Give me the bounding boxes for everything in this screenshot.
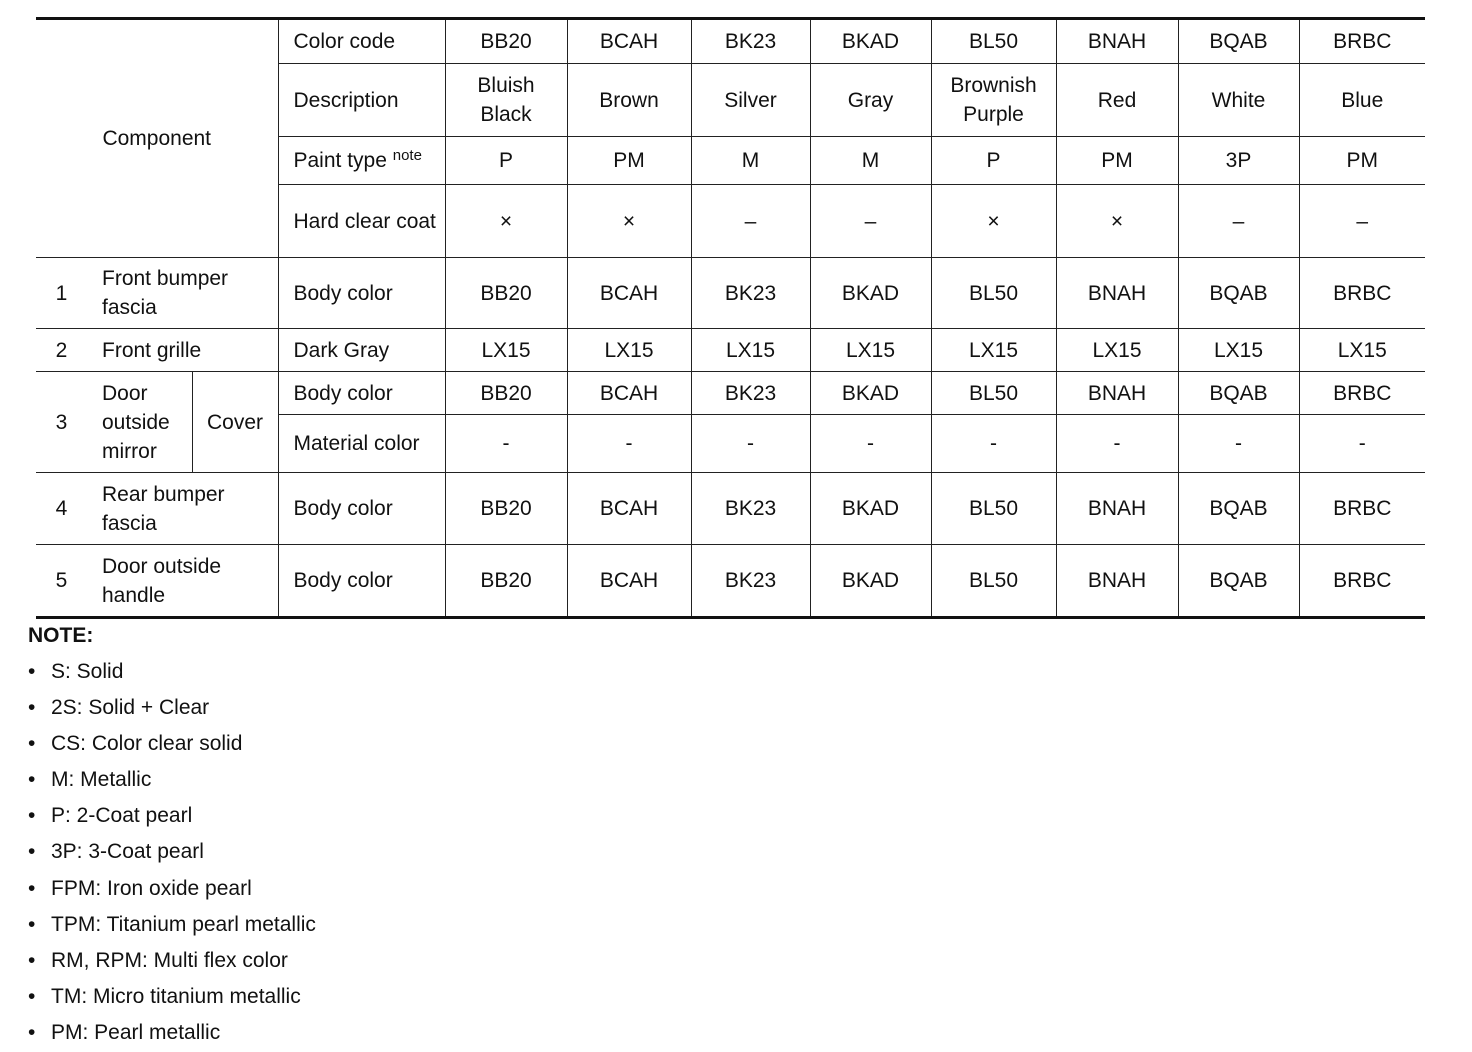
value-cell: - xyxy=(691,415,810,473)
note-item: • 3P: 3-Coat pearl xyxy=(28,835,316,871)
description-cell: Brownish Purple xyxy=(931,64,1056,137)
note-item: • P: 2-Coat pearl xyxy=(28,799,316,835)
table-row xyxy=(36,473,1425,545)
value-cell: BCAH xyxy=(567,473,691,545)
value-cell: BK23 xyxy=(691,372,810,415)
component-name: Front bumper fascia xyxy=(87,258,278,329)
row-spec: Body color xyxy=(278,372,445,415)
value-cell: - xyxy=(931,415,1056,473)
hard-clear-cell: × xyxy=(445,185,567,258)
value-cell: BL50 xyxy=(931,473,1056,545)
value-cell: - xyxy=(567,415,691,473)
paint-type-label: Paint type $^{note}$ xyxy=(278,137,445,185)
value-cell: BKAD xyxy=(810,372,931,415)
value-cell: BL50 xyxy=(931,545,1056,618)
paint-type-cell: 3P xyxy=(1178,137,1299,185)
color-code-cell: BCAH xyxy=(567,19,691,64)
value-cell: - xyxy=(810,415,931,473)
value-cell: BCAH xyxy=(567,545,691,618)
paint-type-cell: P xyxy=(931,137,1056,185)
row-number: 5 xyxy=(36,545,87,618)
color-code-cell: BNAH xyxy=(1056,19,1178,64)
paint-type-cell: PM xyxy=(1056,137,1178,185)
hard-clear-cell: – xyxy=(1299,185,1425,258)
note-item: • CS: Color clear solid xyxy=(28,727,316,763)
paint-type-cell: PM xyxy=(1299,137,1425,185)
value-cell: BK23 xyxy=(691,258,810,329)
description-label: Description xyxy=(278,64,445,137)
value-cell: BKAD xyxy=(810,473,931,545)
color-code-label: Color code xyxy=(278,19,445,64)
hard-clear-cell: – xyxy=(691,185,810,258)
description-cell: Blue xyxy=(1299,64,1425,137)
row-number: 2 xyxy=(36,329,87,372)
value-cell: - xyxy=(1056,415,1178,473)
value-cell: BNAH xyxy=(1056,258,1178,329)
value-cell: - xyxy=(445,415,567,473)
value-cell: BKAD xyxy=(810,545,931,618)
value-cell: BCAH xyxy=(567,372,691,415)
value-cell: BKAD xyxy=(810,258,931,329)
bullet-icon: • xyxy=(28,1020,36,1044)
bullet-icon: • xyxy=(28,768,36,792)
value-cell: - xyxy=(1178,415,1299,473)
color-code-cell: BRBC xyxy=(1299,19,1425,64)
table-row xyxy=(36,545,1425,618)
color-code-cell: BB20 xyxy=(445,19,567,64)
value-cell: LX15 xyxy=(931,329,1056,372)
color-code-cell: BL50 xyxy=(931,19,1056,64)
row-spec: Body color xyxy=(278,258,445,329)
paint-color-table xyxy=(36,17,1425,619)
note-title: NOTE: xyxy=(28,624,94,647)
bullet-icon: • xyxy=(28,912,36,936)
component-header: Component xyxy=(36,19,278,258)
value-cell: BCAH xyxy=(567,258,691,329)
value-cell: BB20 xyxy=(445,473,567,545)
row-number: 1 xyxy=(36,258,87,329)
table-row xyxy=(36,258,1425,329)
row-spec: Dark Gray xyxy=(278,329,445,372)
note-item: • RM, RPM: Multi flex color xyxy=(28,944,316,980)
hard-clear-cell: × xyxy=(567,185,691,258)
value-cell: BB20 xyxy=(445,545,567,618)
value-cell: LX15 xyxy=(1056,329,1178,372)
row-spec: Body color xyxy=(278,473,445,545)
note-item: • FPM: Iron oxide pearl xyxy=(28,872,316,908)
value-cell: BL50 xyxy=(931,258,1056,329)
table-row xyxy=(36,372,1425,415)
note-item: • S: Solid xyxy=(28,655,316,691)
note-item: • M: Metallic xyxy=(28,763,316,799)
description-cell: Brown xyxy=(567,64,691,137)
hard-clear-cell: – xyxy=(1178,185,1299,258)
value-cell: LX15 xyxy=(1299,329,1425,372)
value-cell: - xyxy=(1299,415,1425,473)
value-cell: LX15 xyxy=(810,329,931,372)
value-cell: BRBC xyxy=(1299,473,1425,545)
component-subpart: Cover xyxy=(192,372,278,473)
value-cell: LX15 xyxy=(567,329,691,372)
color-code-cell: BKAD xyxy=(810,19,931,64)
row-number: 4 xyxy=(36,473,87,545)
value-cell: BK23 xyxy=(691,545,810,618)
note-item: • TM: Micro titanium metallic xyxy=(28,980,316,1016)
value-cell: BQAB xyxy=(1178,372,1299,415)
description-cell: White xyxy=(1178,64,1299,137)
row-spec: Body color xyxy=(278,545,445,618)
value-cell: BB20 xyxy=(445,258,567,329)
row-number: 3 xyxy=(36,372,87,473)
hard-clear-label: Hard clear coat xyxy=(278,185,445,258)
description-cell: Silver xyxy=(691,64,810,137)
value-cell: BB20 xyxy=(445,372,567,415)
bullet-icon: • xyxy=(28,696,36,720)
note-superscript: note xyxy=(392,147,422,164)
component-name: Rear bumper fascia xyxy=(87,473,278,545)
note-item: • 2S: Solid + Clear xyxy=(28,691,316,727)
header-row-color-code xyxy=(36,19,1425,64)
bullet-icon: • xyxy=(28,804,36,828)
value-cell: LX15 xyxy=(1178,329,1299,372)
value-cell: BNAH xyxy=(1056,372,1178,415)
value-cell: BQAB xyxy=(1178,258,1299,329)
hard-clear-cell: – xyxy=(810,185,931,258)
hard-clear-cell: × xyxy=(931,185,1056,258)
value-cell: BRBC xyxy=(1299,545,1425,618)
value-cell: BQAB xyxy=(1178,473,1299,545)
note-item: • PM: Pearl metallic xyxy=(28,1016,316,1052)
value-cell: BQAB xyxy=(1178,545,1299,618)
color-code-cell: BK23 xyxy=(691,19,810,64)
component-name: Door outside handle xyxy=(87,545,278,618)
value-cell: BRBC xyxy=(1299,258,1425,329)
note-list xyxy=(28,655,316,1052)
value-cell: BRBC xyxy=(1299,372,1425,415)
paint-type-cell: M xyxy=(691,137,810,185)
component-name: Front grille xyxy=(87,329,278,372)
bullet-icon: • xyxy=(28,840,36,864)
note-item: • TPM: Titanium pearl metallic xyxy=(28,908,316,944)
table-row xyxy=(36,329,1425,372)
value-cell: LX15 xyxy=(445,329,567,372)
description-cell: Red xyxy=(1056,64,1178,137)
value-cell: BL50 xyxy=(931,372,1056,415)
bullet-icon: • xyxy=(28,732,36,756)
value-cell: LX15 xyxy=(691,329,810,372)
value-cell: BK23 xyxy=(691,473,810,545)
component-name: Door outside mirror xyxy=(87,372,192,473)
row-spec: Material color xyxy=(278,415,445,473)
paint-type-cell: PM xyxy=(567,137,691,185)
color-code-cell: BQAB xyxy=(1178,19,1299,64)
bullet-icon: • xyxy=(28,984,36,1008)
paint-type-cell: P xyxy=(445,137,567,185)
description-cell: Gray xyxy=(810,64,931,137)
value-cell: BNAH xyxy=(1056,473,1178,545)
hard-clear-cell: × xyxy=(1056,185,1178,258)
bullet-icon: • xyxy=(28,948,36,972)
paint-type-cell: M xyxy=(810,137,931,185)
description-cell: Bluish Black xyxy=(445,64,567,137)
value-cell: BNAH xyxy=(1056,545,1178,618)
bullet-icon: • xyxy=(28,876,36,900)
bullet-icon: • xyxy=(28,660,36,683)
